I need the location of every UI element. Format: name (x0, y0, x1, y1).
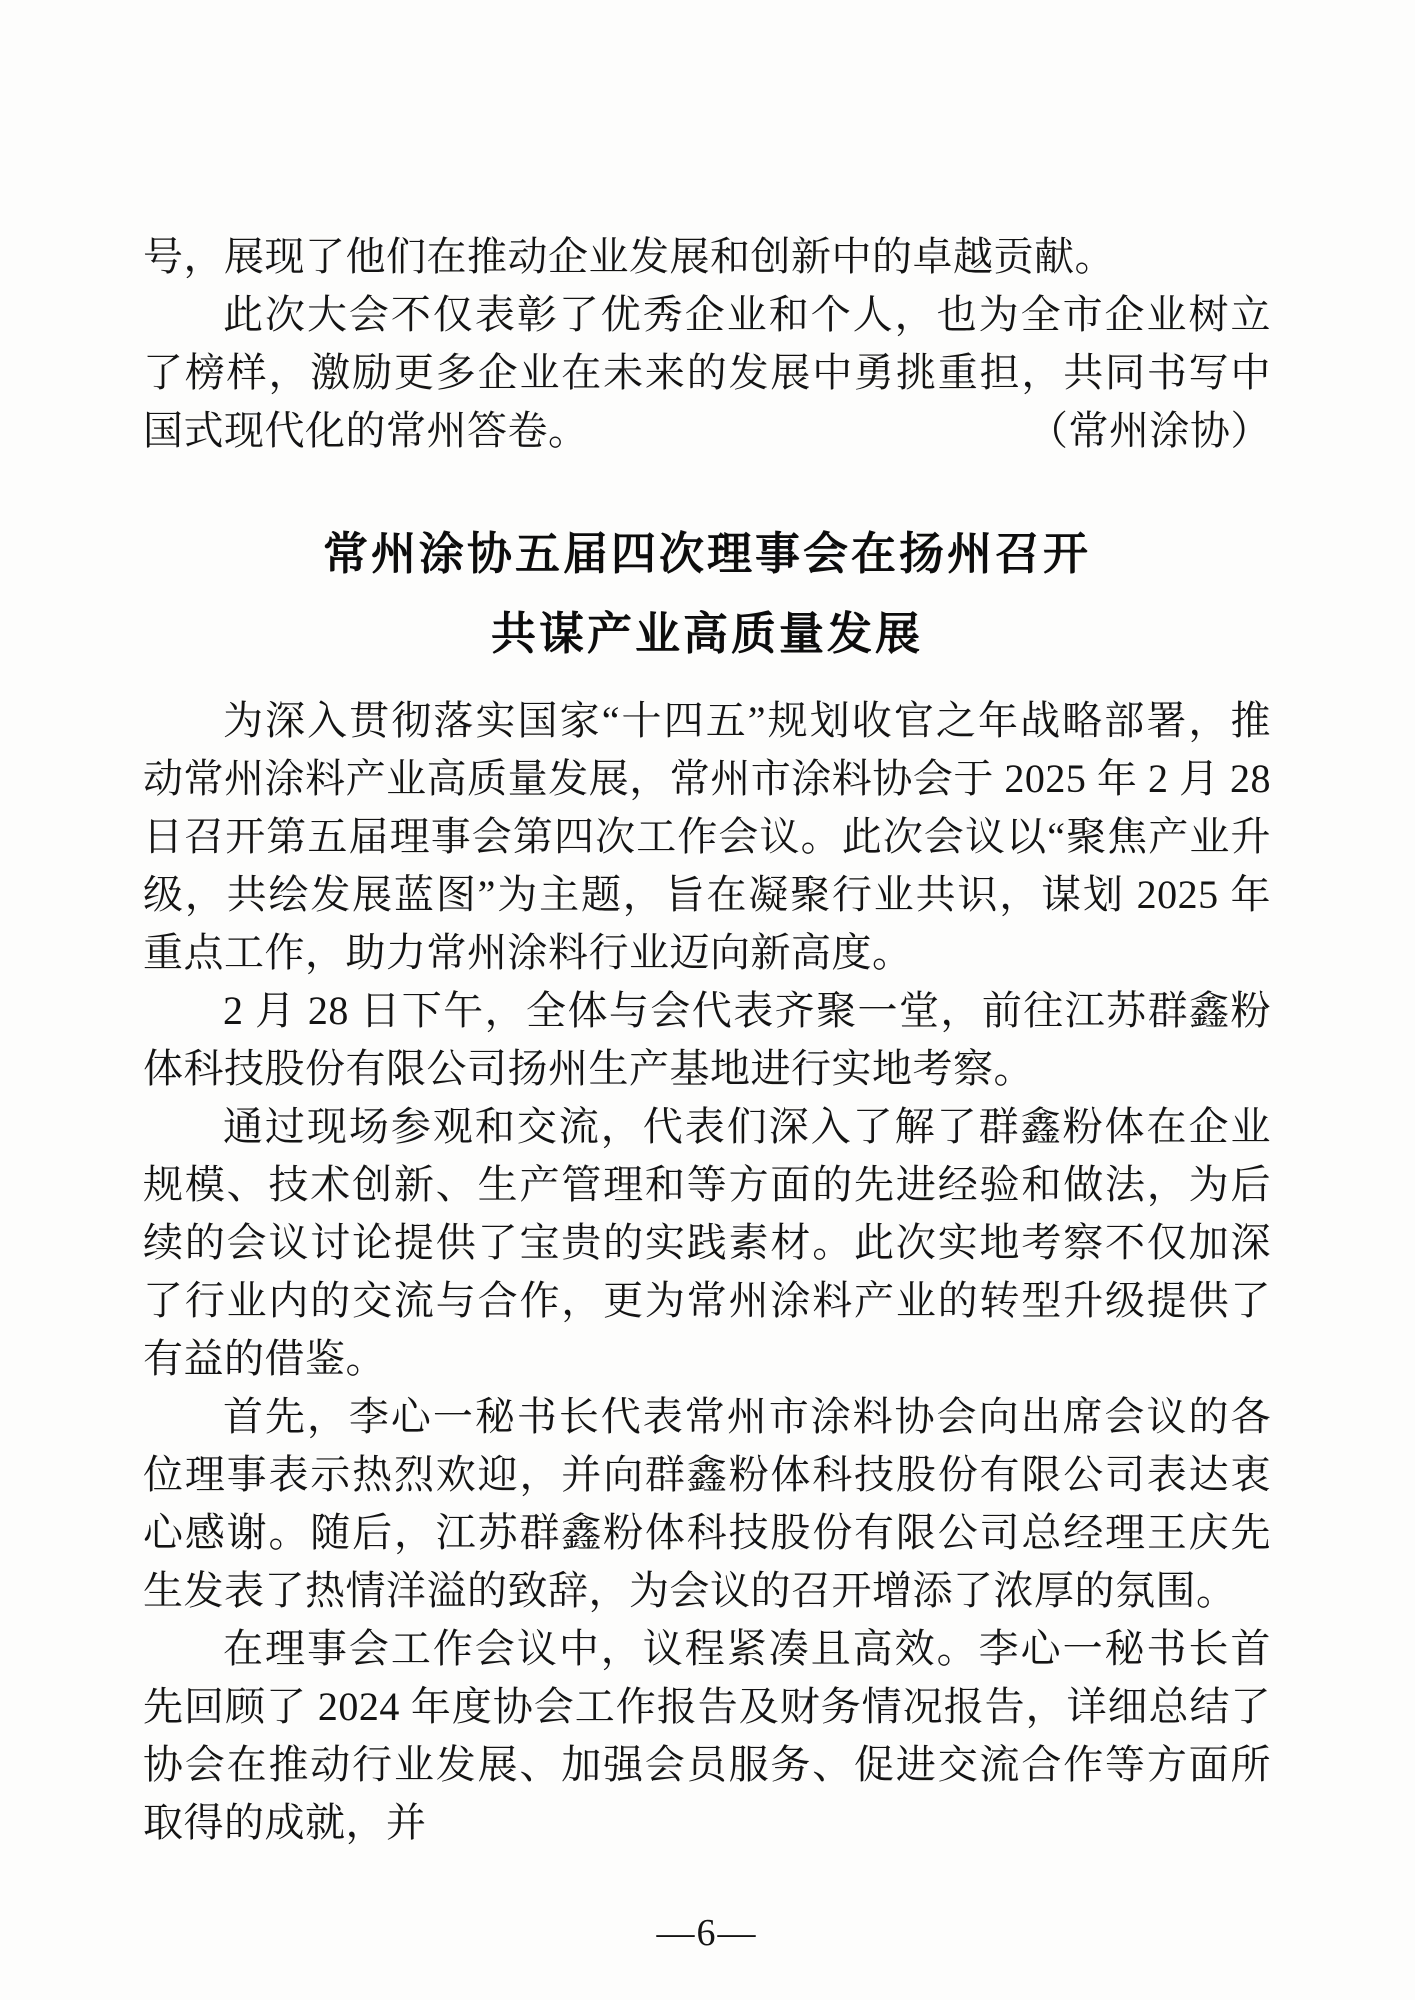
article-title-line-2: 共谋产业高质量发展 (490, 609, 923, 659)
paragraph (143, 286, 1271, 460)
article-title-line-1: 常州涂协五届四次理事会在扬州召开 (322, 529, 1091, 579)
page-number: —6— (656, 1912, 758, 1954)
article-body (143, 692, 1271, 1852)
paragraph: 为深入贯彻落实国家“十四五”规划收官之年战略部署，推动常州涂料产业高质量发展，常州市涂料协会于 2025 年 2 月 28 日召开第五届理事会第四次工作会议。此次会议以“聚焦产业升级，共绘发展蓝图”为主题，旨在凝聚行业共识，谋划 2025 年重点工作，助力常州涂料行业迈向新高度。 (143, 698, 1271, 975)
continuation-tail-line: 号，展现了他们在推动企业发展和创新中的卓越贡献。 (143, 234, 1115, 279)
continuation-section (143, 228, 1271, 460)
paragraph: 2 月 28 日下午，全体与会代表齐聚一堂，前往江苏群鑫粉体科技股份有限公司扬州生产基地进行实地考察。 (143, 988, 1271, 1091)
paragraph: 首先，李心一秘书长代表常州市涂料协会向出席会议的各位理事表示热烈欢迎，并向群鑫粉体科技股份有限公司表达衷心感谢。随后，江苏群鑫粉体科技股份有限公司总经理王庆先生发表了热情洋溢的致辞，为会议的召开增添了浓厚的氛围。 (143, 1394, 1271, 1613)
byline: （常州涂协） (1028, 408, 1271, 453)
page-footer (143, 1904, 1271, 1962)
paragraph: 在理事会工作会议中，议程紧凑且高效。李心一秘书长首先回顾了 2024 年度协会工作报告及财务情况报告，详细总结了协会在推动行业发展、加强会员服务、促进交流合作等方面所取得的成就，并 (143, 1626, 1271, 1845)
paragraph: 通过现场参观和交流，代表们深入了解了群鑫粉体在企业规模、技术创新、生产管理和等方面的先进经验和做法，为后续的会议讨论提供了宝贵的实践素材。此次实地考察不仅加深了行业内的交流与合作，更为常州涂料产业的转型升级提供了有益的借鉴。 (143, 1104, 1271, 1381)
article-header (143, 514, 1271, 674)
paragraph-text: 此次大会不仅表彰了优秀企业和个人，也为全市企业树立了榜样，激励更多企业在未来的发展中勇挑重担，共同书写中国式现代化的常州答卷。 (143, 292, 1271, 453)
